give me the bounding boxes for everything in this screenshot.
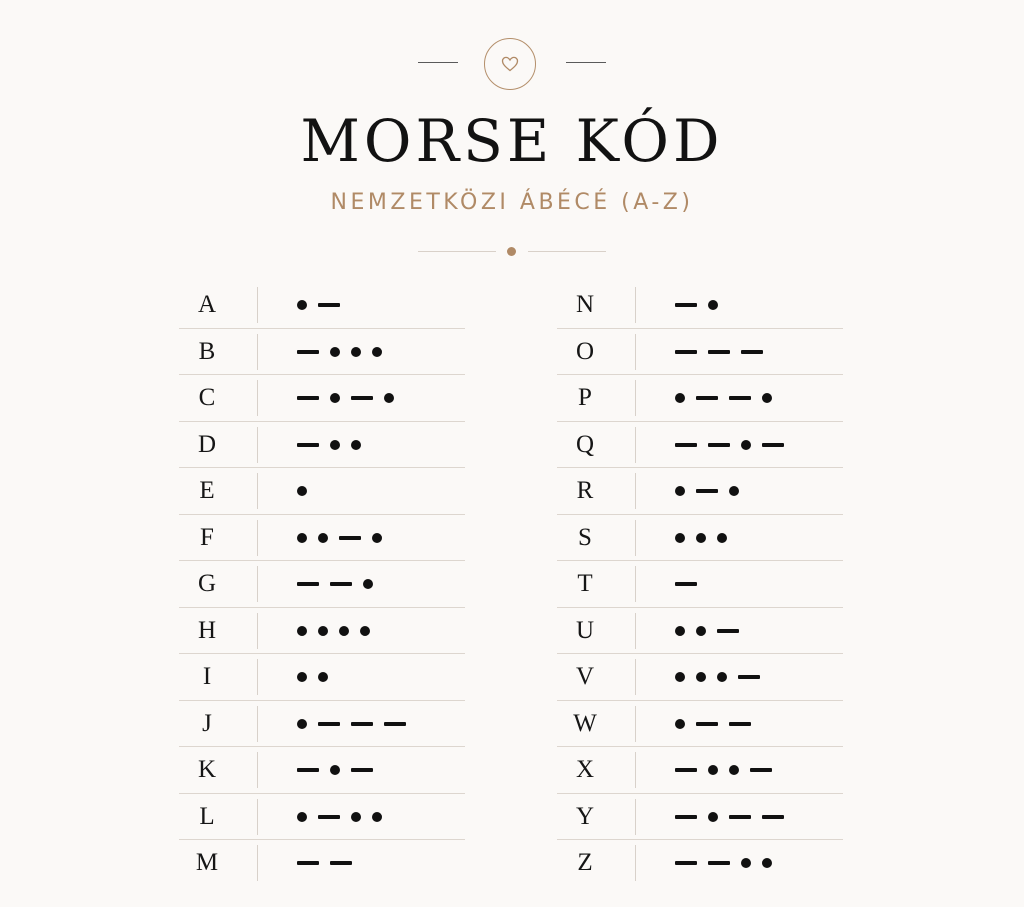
morse-dot	[696, 533, 706, 543]
morse-dot	[318, 672, 328, 682]
morse-dash	[708, 861, 730, 865]
morse-dot	[372, 347, 382, 357]
column-separator	[635, 520, 636, 556]
morse-dash	[729, 396, 751, 400]
morse-code	[675, 561, 697, 607]
top-ornament	[0, 38, 1024, 88]
divider-dot	[507, 247, 516, 256]
letter-cell: V	[575, 663, 595, 690]
morse-dot	[297, 300, 307, 310]
morse-code	[675, 654, 760, 700]
letter-cell: F	[200, 523, 214, 551]
morse-dash	[297, 768, 319, 772]
morse-code	[297, 701, 406, 747]
morse-dot	[297, 812, 307, 822]
table-row	[557, 654, 843, 701]
morse-dot	[339, 626, 349, 636]
morse-dash	[297, 582, 319, 586]
letter-cell: Q	[575, 430, 595, 458]
morse-dash	[330, 861, 352, 865]
morse-dash	[351, 396, 373, 400]
morse-dash	[738, 675, 760, 679]
letter-cell: L	[199, 802, 215, 830]
morse-dash	[729, 722, 751, 726]
morse-dot	[318, 626, 328, 636]
morse-dot	[318, 533, 328, 543]
morse-dot	[363, 579, 373, 589]
morse-dot	[717, 533, 727, 543]
morse-dash	[297, 443, 319, 447]
morse-code	[297, 515, 382, 561]
morse-dash	[762, 815, 784, 819]
morse-code	[675, 515, 727, 561]
morse-dash	[351, 722, 373, 726]
column-separator	[635, 427, 636, 463]
morse-code	[297, 329, 382, 375]
table-row	[179, 701, 465, 748]
column-separator	[635, 659, 636, 695]
morse-dot	[330, 393, 340, 403]
table-row	[557, 375, 843, 422]
table-row	[179, 515, 465, 562]
letter-cell: N	[575, 291, 595, 318]
letter-cell: R	[576, 477, 594, 504]
morse-dot	[741, 440, 751, 450]
letter-cell: W	[573, 709, 597, 737]
morse-code	[675, 422, 784, 468]
morse-dot	[675, 486, 685, 496]
table-row	[557, 701, 843, 748]
letter-cell: S	[578, 523, 592, 551]
morse-dot	[297, 533, 307, 543]
ornament-line-right	[566, 62, 606, 63]
morse-dash	[297, 396, 319, 400]
table-row	[179, 329, 465, 376]
letter-cell: P	[578, 384, 592, 411]
morse-dot	[675, 533, 685, 543]
divider	[0, 241, 1024, 261]
morse-dash	[675, 303, 697, 307]
table-row	[179, 840, 465, 887]
table-row	[557, 840, 843, 887]
column-separator	[635, 380, 636, 416]
morse-code	[675, 329, 763, 375]
morse-dot	[741, 858, 751, 868]
morse-dash	[675, 815, 697, 819]
table-row	[557, 422, 843, 469]
morse-code	[675, 608, 739, 654]
letter-cell: H	[197, 616, 217, 644]
letter-cell: A	[197, 291, 217, 318]
morse-code	[297, 794, 382, 840]
morse-code	[297, 468, 307, 514]
morse-dash	[696, 722, 718, 726]
morse-dash	[297, 350, 319, 354]
morse-dot	[297, 672, 307, 682]
table-row	[557, 747, 843, 794]
column-left	[179, 282, 465, 887]
morse-code	[297, 840, 352, 886]
table-row	[179, 747, 465, 794]
letter-cell: Y	[575, 802, 595, 830]
letter-cell: K	[197, 756, 217, 783]
column-separator	[257, 427, 258, 463]
morse-dot	[675, 719, 685, 729]
morse-dash	[675, 350, 697, 354]
morse-dot	[696, 672, 706, 682]
morse-code	[675, 282, 718, 328]
column-separator	[257, 566, 258, 602]
morse-dot	[330, 440, 340, 450]
morse-dot	[717, 672, 727, 682]
table-row	[557, 561, 843, 608]
morse-dot	[708, 812, 718, 822]
morse-dash	[741, 350, 763, 354]
morse-dot	[351, 812, 361, 822]
morse-dot	[297, 719, 307, 729]
morse-dot	[675, 672, 685, 682]
table-row	[179, 654, 465, 701]
morse-dash	[384, 722, 406, 726]
morse-code	[297, 561, 373, 607]
morse-dot	[330, 765, 340, 775]
column-separator	[635, 799, 636, 835]
morse-code	[297, 747, 373, 793]
morse-dot	[351, 440, 361, 450]
morse-code	[675, 747, 772, 793]
morse-dash	[675, 861, 697, 865]
column-separator	[257, 752, 258, 788]
morse-dot	[297, 626, 307, 636]
morse-dash	[330, 582, 352, 586]
letter-cell: O	[575, 337, 595, 365]
letter-cell: Z	[577, 849, 593, 876]
table-row	[179, 375, 465, 422]
column-separator	[635, 613, 636, 649]
morse-dash	[297, 861, 319, 865]
morse-dash	[750, 768, 772, 772]
column-separator	[257, 706, 258, 742]
morse-dash	[318, 303, 340, 307]
table-row	[557, 468, 843, 515]
column-separator	[257, 845, 258, 881]
divider-line-left	[418, 251, 496, 252]
morse-code	[675, 701, 751, 747]
morse-dash	[717, 629, 739, 633]
table-row	[557, 282, 843, 329]
column-separator	[257, 380, 258, 416]
morse-dash	[318, 815, 340, 819]
morse-dash	[762, 443, 784, 447]
morse-dot	[762, 393, 772, 403]
morse-dash	[318, 722, 340, 726]
morse-dot	[360, 626, 370, 636]
column-separator	[257, 799, 258, 835]
table-row	[557, 608, 843, 655]
letter-cell: X	[575, 756, 595, 783]
page-subtitle: NEMZETKÖZI ÁBÉCÉ (A-Z)	[330, 190, 694, 215]
morse-dot	[729, 765, 739, 775]
table-row	[179, 561, 465, 608]
letter-cell: E	[199, 477, 215, 504]
morse-dot	[330, 347, 340, 357]
letter-cell: D	[197, 430, 217, 458]
column-separator	[257, 287, 258, 323]
table-row	[179, 794, 465, 841]
morse-dash	[675, 768, 697, 772]
letter-cell: I	[202, 663, 212, 690]
morse-dash	[675, 582, 697, 586]
morse-code	[675, 468, 739, 514]
morse-dot	[372, 812, 382, 822]
table-row	[179, 422, 465, 469]
table-row	[179, 468, 465, 515]
morse-dot	[675, 626, 685, 636]
column-separator	[257, 334, 258, 370]
morse-dash	[696, 396, 718, 400]
morse-dash	[351, 768, 373, 772]
morse-code	[297, 422, 361, 468]
column-separator	[635, 706, 636, 742]
column-separator	[635, 473, 636, 509]
column-separator	[635, 334, 636, 370]
letter-cell: G	[197, 570, 217, 597]
morse-dot	[762, 858, 772, 868]
morse-dot	[297, 486, 307, 496]
morse-dash	[708, 443, 730, 447]
column-separator	[635, 845, 636, 881]
column-separator	[257, 473, 258, 509]
morse-dot	[372, 533, 382, 543]
page-title: MORSE KÓD	[300, 107, 724, 175]
morse-dash	[729, 815, 751, 819]
morse-dot	[696, 626, 706, 636]
column-separator	[635, 752, 636, 788]
morse-code	[675, 375, 772, 421]
column-separator	[257, 659, 258, 695]
letter-cell: J	[202, 709, 212, 737]
morse-dash	[675, 443, 697, 447]
morse-dot	[675, 393, 685, 403]
morse-code	[297, 654, 328, 700]
morse-code	[297, 375, 394, 421]
morse-dot	[708, 765, 718, 775]
morse-dot	[708, 300, 718, 310]
morse-code	[297, 282, 340, 328]
table-row	[179, 282, 465, 329]
morse-dash	[708, 350, 730, 354]
morse-code	[675, 794, 784, 840]
letter-cell: B	[198, 337, 216, 365]
table-row	[557, 794, 843, 841]
morse-dash	[339, 536, 361, 540]
morse-dot	[384, 393, 394, 403]
letter-cell: T	[577, 570, 593, 597]
table-row	[557, 329, 843, 376]
table-row	[179, 608, 465, 655]
letter-cell: U	[575, 616, 595, 644]
column-separator	[635, 287, 636, 323]
ornament-line-left	[418, 62, 458, 63]
column-separator	[635, 566, 636, 602]
column-separator	[257, 520, 258, 556]
heart-icon	[501, 56, 519, 72]
column-separator	[257, 613, 258, 649]
morse-code	[297, 608, 370, 654]
table-row	[557, 515, 843, 562]
divider-line-right	[528, 251, 606, 252]
letter-cell: C	[198, 384, 216, 411]
letter-cell: M	[195, 849, 219, 876]
morse-dot	[729, 486, 739, 496]
column-right	[557, 282, 843, 887]
ornament-circle	[484, 38, 536, 90]
morse-dot	[351, 347, 361, 357]
morse-dash	[696, 489, 718, 493]
morse-code	[675, 840, 772, 886]
